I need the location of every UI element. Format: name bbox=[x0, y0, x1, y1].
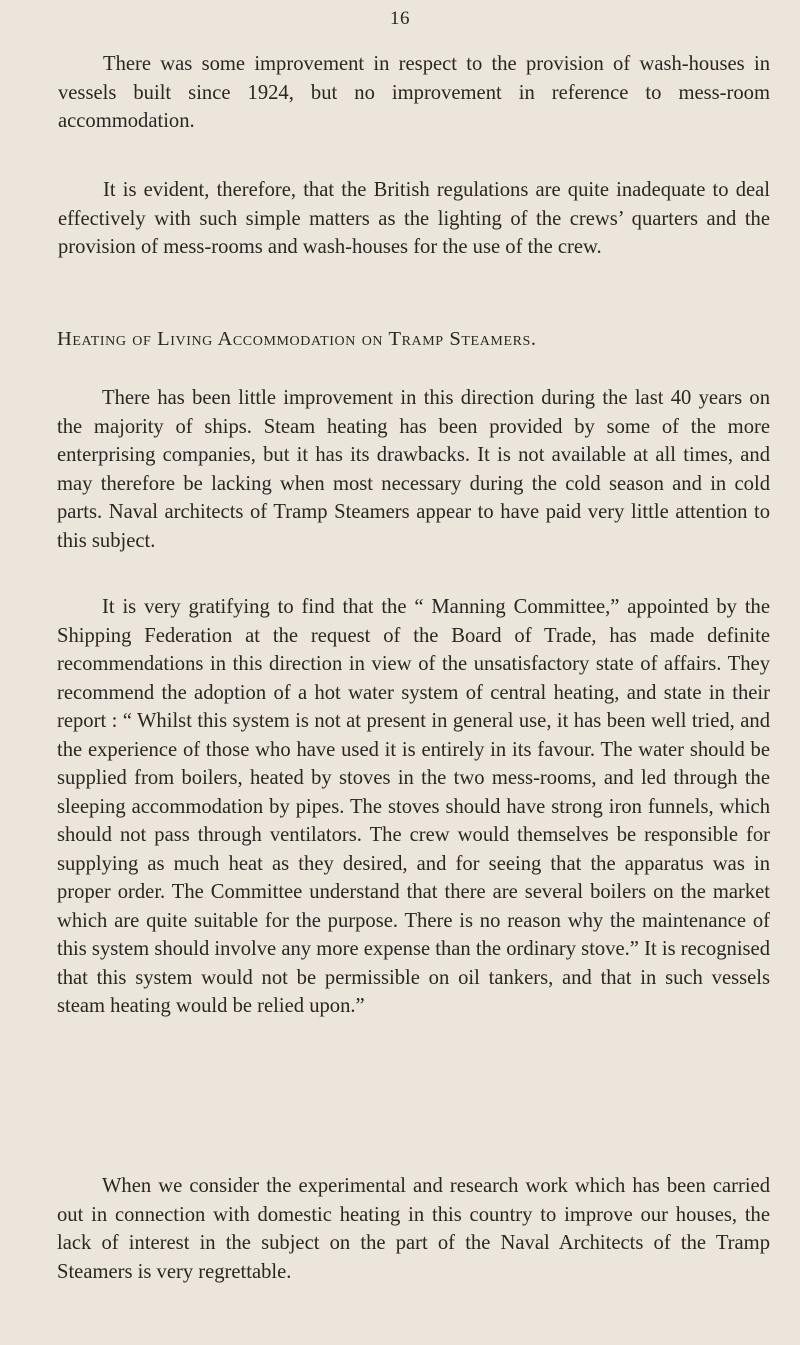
paragraph-text: It is evident, therefore, that the British regulations are quite inadequate to deal effectively with such simple matters as the lighting of the crews’ quarters and the provision of mess-rooms and wash-houses for the use of the crew. bbox=[58, 179, 770, 258]
page-number: 16 bbox=[390, 8, 410, 29]
paragraph-little-improvement bbox=[57, 384, 770, 555]
paragraph-text: There was some improvement in respect to the provision of wash-houses in vessels built since 1924, but no improvement in reference to mess-room accommodation. bbox=[58, 53, 770, 132]
paragraph-manning-committee bbox=[57, 593, 770, 1021]
paragraph-text: When we consider the experimental and research work which has been carried out in connection with domestic heating in this country to improve our houses, the lack of interest in the subject on the part of the Naval Architects of the Tramp Steamers is very regrettable. bbox=[57, 1175, 770, 1283]
paragraph-regulations bbox=[58, 176, 770, 262]
paragraph-text: It is very gratifying to find that the “ Manning Committee,” appointed by the Shipping Federation at the request of the Board of Trade, has made definite recommendations in this direction in view of the unsatisfactory state of affairs. They recommend the adoption of a hot water system of central heating, and state in their report : “ Whilst this system is not at present in general use, it has been well tried, and the experience of those who have used it is entirely in its favour. The water should be supplied from boilers, heated by stoves in the two mess-rooms, and led through the sleeping accommodation by pipes. The stoves should have strong iron funnels, which should not pass through ventilators. The crew would themselves be responsible for supplying as much heat as they desired, and for seeing that the apparatus was in proper order. The Committee understand that there are several boilers on the market which are quite suitable for the purpose. There is no reason why the maintenance of this system should involve any more expense than the ordinary stove.” It is recognised that this system would not be permissible on oil tankers, and that in such vessels steam heating would be relied upon.” bbox=[57, 596, 770, 1017]
paragraph-research-work bbox=[57, 1172, 770, 1286]
paragraph-washhouses bbox=[58, 50, 770, 136]
paragraph-text: There has been little improvement in this direction during the last 40 years on the majority of ships. Steam heating has been provided by some of the more enterprising companies, but it has its drawbacks. It is not available at all times, and may therefore be lacking when most necessary during the cold season and in cold parts. Naval architects of Tramp Steamers appear to have paid very little attention to this subject. bbox=[57, 387, 770, 552]
section-heading: Heating of Living Accommodation on Tramp Steamers. bbox=[57, 328, 537, 350]
